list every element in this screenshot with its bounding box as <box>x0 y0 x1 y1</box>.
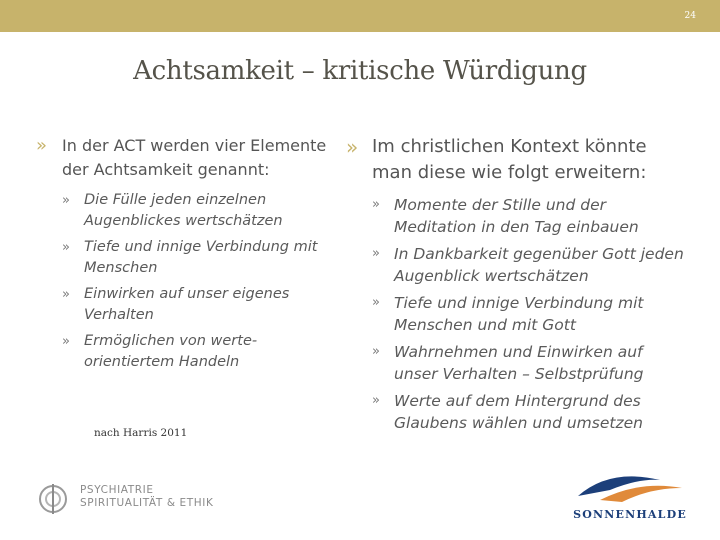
left-column <box>36 134 336 378</box>
list-item-text: Die Fülle jeden einzelnen Augenblickes wertschätzen <box>84 192 283 229</box>
right-sub-list <box>372 194 686 434</box>
list-item <box>372 243 686 287</box>
bullet-icon: » <box>372 246 380 261</box>
list-item-text: In Dankbarkeit gegenüber Gott jeden Augenblick wertschätzen <box>394 245 684 285</box>
logo-line-2: SPIRITUALITÄT & ETHIK <box>80 497 214 509</box>
bullet-icon: » <box>62 287 70 302</box>
list-item-text: Momente der Stille und der Meditation in den Tag einbauen <box>394 196 639 236</box>
logo-line-1: PSYCHIATRIE <box>80 484 154 496</box>
list-item <box>62 284 336 326</box>
slide-title: Achtsamkeit – kritische Würdigung <box>133 56 587 86</box>
top-accent-bar <box>0 0 720 32</box>
list-item-text: Tiefe und innige Verbindung mit Menschen <box>84 239 318 276</box>
right-heading-item <box>346 134 686 186</box>
list-item-text: Werte auf dem Hintergrund des Glaubens wählen und umsetzen <box>394 392 643 432</box>
bullet-icon: » <box>372 344 380 359</box>
bullet-icon: » <box>372 393 380 408</box>
right-heading: Im christlichen Kontext könnte man diese wie folgt erweitern: <box>372 136 647 183</box>
spiral-emblem-icon <box>36 482 72 516</box>
bullet-icon: » <box>62 240 70 255</box>
bullet-icon: » <box>372 197 380 212</box>
list-item <box>372 194 686 238</box>
psychiatrie-logo <box>36 482 226 516</box>
bullet-icon: » <box>62 334 70 349</box>
list-item-text: Wahrnehmen und Einwirken auf unser Verhalten – Selbstprüfung <box>394 343 644 383</box>
bullet-icon: » <box>62 193 70 208</box>
list-item <box>372 341 686 385</box>
slide-number: 24 <box>684 11 696 21</box>
right-column <box>346 134 686 439</box>
list-item <box>372 390 686 434</box>
sonnenhalde-logo <box>570 466 690 526</box>
psychiatrie-logo-text <box>80 484 213 510</box>
bullet-icon: » <box>346 135 359 159</box>
bullet-icon: » <box>36 135 48 156</box>
left-sub-list <box>62 190 336 373</box>
list-item <box>62 237 336 279</box>
citation: nach Harris 2011 <box>94 427 188 439</box>
list-item <box>62 331 336 373</box>
list-item-text: Tiefe und innige Verbindung mit Menschen und mit Gott <box>394 294 644 334</box>
list-item-text: Ermöglichen von werte-orientiertem Handeln <box>84 333 258 370</box>
sunrise-hill-icon <box>570 466 690 506</box>
left-heading-item <box>36 134 336 182</box>
bullet-icon: » <box>372 295 380 310</box>
sonnenhalde-logo-text: SONNENHALDE <box>573 508 687 521</box>
list-item <box>372 292 686 336</box>
list-item-text: Einwirken auf unser eigenes Verhalten <box>84 286 290 323</box>
left-heading: In der ACT werden vier Elemente der Achtsamkeit genannt: <box>62 136 327 179</box>
list-item <box>62 190 336 232</box>
